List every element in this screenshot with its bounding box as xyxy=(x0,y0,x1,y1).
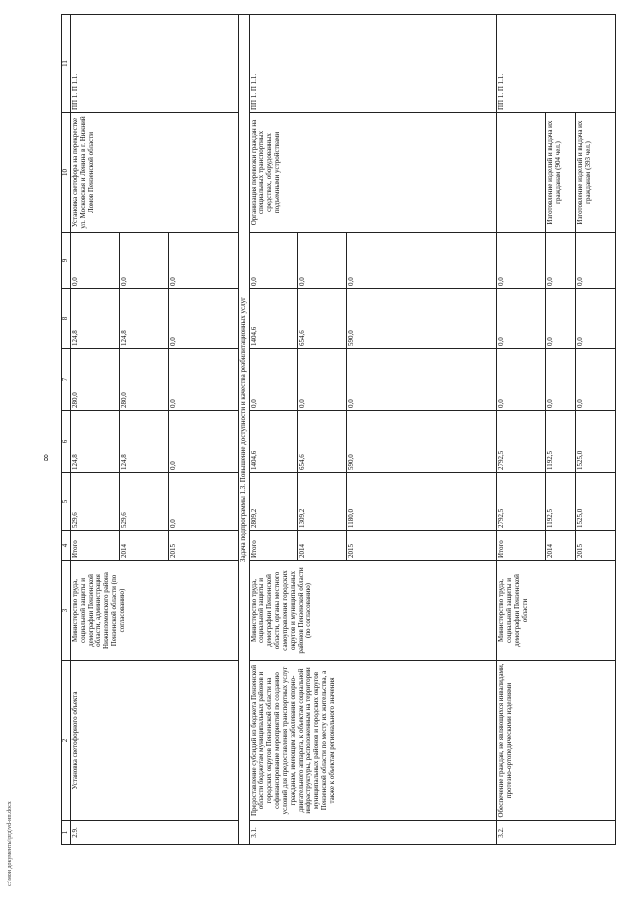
header-col-6: 6 xyxy=(62,411,71,473)
value-cell: 0,0 xyxy=(497,233,546,289)
value-cell: 0,0 xyxy=(347,349,497,411)
value-cell: 2809,2 xyxy=(249,473,298,531)
value-cell: 124,8 xyxy=(119,411,168,473)
value-cell: 1525,0 xyxy=(576,473,616,531)
value-cell: 0,0 xyxy=(298,349,347,411)
value-cell: 0,0 xyxy=(168,289,238,349)
row-number: 2.9. xyxy=(71,821,239,845)
header-col-3: 3 xyxy=(62,561,71,661)
value-cell: 124,8 xyxy=(119,289,168,349)
value-cell: 529,6 xyxy=(119,473,168,531)
value-cell: 0,0 xyxy=(576,349,616,411)
value-cell: 1192,5 xyxy=(546,473,576,531)
footer-file-path: c:\мои документы\ргд\vd-нп.docx xyxy=(7,801,13,886)
task-row xyxy=(238,15,249,845)
value-cell: 124,8 xyxy=(71,411,120,473)
column-number-row xyxy=(62,15,71,845)
header-col-1: 1 xyxy=(62,821,71,845)
value-cell: 280,0 xyxy=(71,349,120,411)
rotated-table-wrapper xyxy=(61,15,616,845)
value-cell: 590,0 xyxy=(347,289,497,349)
expected-result: Организация перевозки граждан на специальных транспортных средствах, оборудованных подъемными устройствами xyxy=(249,113,497,233)
program-measures-table xyxy=(61,14,616,845)
value-cell: 0,0 xyxy=(71,233,120,289)
year-cell: 2014 xyxy=(546,531,576,561)
expected-result-total xyxy=(497,113,546,233)
value-cell: 0,0 xyxy=(249,233,298,289)
header-col-2: 2 xyxy=(62,661,71,821)
value-cell: 1404,6 xyxy=(249,289,298,349)
indicator-links: ПП 1. П 1.1. xyxy=(71,15,239,113)
value-cell: 2792,5 xyxy=(497,473,546,531)
measure-name: Установка светофорного объекта xyxy=(71,661,239,821)
value-cell: 280,0 xyxy=(119,349,168,411)
value-cell: 0,0 xyxy=(168,411,238,473)
indicator-links: ПП 1. П 1.1. xyxy=(497,15,616,113)
value-cell: 0,0 xyxy=(168,473,238,531)
value-cell: 0,0 xyxy=(497,289,546,349)
value-cell: 0,0 xyxy=(249,349,298,411)
value-cell: 0,0 xyxy=(576,289,616,349)
value-cell: 0,0 xyxy=(497,349,546,411)
value-cell: 0,0 xyxy=(576,233,616,289)
header-col-10: 10 xyxy=(62,113,71,233)
header-col-8: 8 xyxy=(62,289,71,349)
executor: Министерство труда, социальной защиты и демографии Пензенской области, органы местного самоуправления городских округов и муниципальных районов Пензенской области (по согласованию) xyxy=(249,561,497,661)
page-number: 8 xyxy=(43,453,49,463)
header-col-9: 9 xyxy=(62,233,71,289)
year-cell: 2015 xyxy=(347,531,497,561)
year-cell: Итого xyxy=(497,531,546,561)
value-cell: 1309,2 xyxy=(298,473,347,531)
value-cell: 0,0 xyxy=(347,233,497,289)
year-cell: Итого xyxy=(71,531,120,561)
value-cell: 0,0 xyxy=(546,349,576,411)
value-cell: 0,0 xyxy=(168,233,238,289)
value-cell: 1404,6 xyxy=(249,411,298,473)
executor: Министерство труда, социальной защиты и демографии Пензенской области xyxy=(497,561,616,661)
value-cell: 2792,5 xyxy=(497,411,546,473)
value-cell: 0,0 xyxy=(119,233,168,289)
header-col-11: 11 xyxy=(62,15,71,113)
value-cell: 0,0 xyxy=(298,233,347,289)
measure-name: Предоставление субсидий из бюджета Пензенской области бюджетам муниципальных районов и городских округов Пензенской области на софинансирование мероприятий по созданию условий для предоставления транспортных услуг гражданам, имеющим заболевания опорно-двигательного аппарата, к объектам социальной инфраструктуры, расположенным на территории муниципальных районов и городских округов Пензенской области по месту их жительства, а также к объектам регионального значения xyxy=(249,661,497,821)
table-row xyxy=(497,15,546,845)
value-cell: 1192,5 xyxy=(546,411,576,473)
value-cell: 0,0 xyxy=(546,233,576,289)
expected-result-2015: Изготовление изделий и выдача их гражданам (393 чел.) xyxy=(576,113,616,233)
value-cell: 590,0 xyxy=(347,411,497,473)
year-cell: 2014 xyxy=(119,531,168,561)
task-title: Задача подпрограммы 1.3. Повышение доступности и качества реабилитационных услуг xyxy=(238,15,249,845)
year-cell: 2015 xyxy=(576,531,616,561)
expected-result: Установка светофора на перекрестке ул. Московская и Ленина в г. Нижний Ломов Пензенской области xyxy=(71,113,239,233)
value-cell: 529,6 xyxy=(71,473,120,531)
indicator-links: ПП 1. П 1.1. xyxy=(249,15,497,113)
year-cell: 2014 xyxy=(298,531,347,561)
header-col-7: 7 xyxy=(62,349,71,411)
value-cell: 0,0 xyxy=(546,289,576,349)
table-row xyxy=(249,15,298,845)
value-cell: 1525,0 xyxy=(576,411,616,473)
executor: Министерство труда, социальной защиты и демографии Пензенской области, администрация Нижнеломовского района Пензенской области (по согласованию) xyxy=(71,561,239,661)
table-row xyxy=(71,15,120,845)
header-col-5: 5 xyxy=(62,473,71,531)
value-cell: 124,8 xyxy=(71,289,120,349)
value-cell: 1180,0 xyxy=(347,473,497,531)
row-number: 3.2. xyxy=(497,821,616,845)
value-cell: 654,6 xyxy=(298,411,347,473)
measure-name: Обеспечение граждан, не являющихся инвалидами, протезно-ортопедическими изделиями xyxy=(497,661,616,821)
value-cell: 0,0 xyxy=(168,349,238,411)
expected-result-2014: Изготовление изделий и выдача их гражданам (904 чел.) xyxy=(546,113,576,233)
row-number: 3.1. xyxy=(249,821,497,845)
value-cell: 654,6 xyxy=(298,289,347,349)
year-cell: 2015 xyxy=(168,531,238,561)
year-cell: Итого xyxy=(249,531,298,561)
header-col-4: 4 xyxy=(62,531,71,561)
